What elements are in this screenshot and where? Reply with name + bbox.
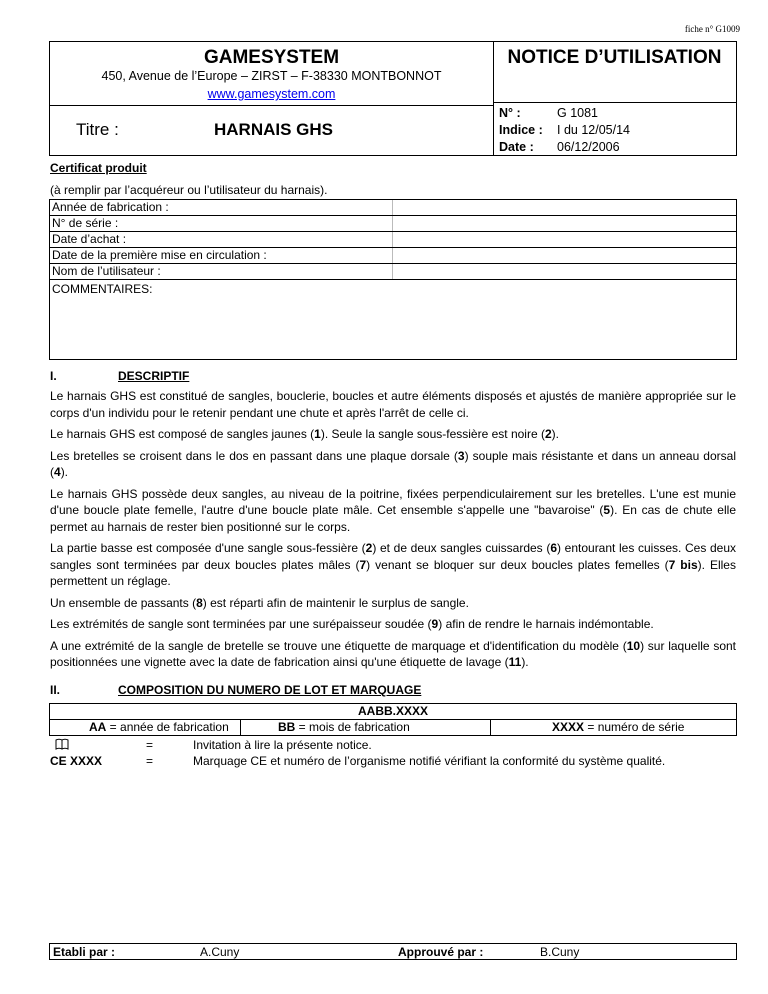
approuve-value: B.Cuny	[540, 945, 580, 959]
etabli-value: A.Cuny	[200, 945, 240, 959]
paragraph: Le harnais GHS possède deux sangles, au niveau de la poitrine, fixées perpendiculairement sur les bretelles. L'une est munie d'une boucle plate femelle, l'autre d'une boucle plate mâle. Cet ensemble s'appelle une "bavaroise" (5). En cas de chute elle permet au harnais de rester bien positionné sur le corps.	[50, 486, 736, 534]
section-number: II.	[50, 683, 61, 697]
meta-key: Date :	[499, 140, 534, 154]
row-label: Année de fabrication :	[52, 200, 169, 214]
lot-code: AABB.XXXX	[357, 704, 428, 718]
meta-value: G 1081	[557, 106, 599, 120]
company-name: GAMESYSTEM	[203, 47, 340, 68]
paragraph: Les extrémités de sangle sont terminées par une surépaisseur soudée (9) afin de rendre le harnais indémontable.	[50, 617, 654, 631]
etabli-label: Etabli par :	[53, 945, 116, 959]
document-header	[49, 41, 737, 156]
certificat-row[interactable]	[50, 264, 736, 280]
company-website-link[interactable]: www.gamesystem.com	[207, 87, 336, 101]
row-label: Date de la première mise en circulation :	[52, 248, 267, 262]
certificat-row[interactable]	[50, 232, 736, 248]
approval-footer	[49, 943, 737, 960]
certificat-row[interactable]	[50, 200, 736, 216]
comment-label: COMMENTAIRES:	[52, 282, 153, 296]
paragraph: Le harnais GHS est constitué de sangles, bouclerie, boucles et autre éléments disposés et ajustés de manière appropriée sur le corps d'un individu pour le retenir pendant une chute et après l'arrêt de celle ci.	[50, 389, 736, 420]
certificat-table	[49, 199, 737, 360]
certificat-row[interactable]	[50, 216, 736, 232]
paragraph: Le harnais GHS est composé de sangles jaunes (1). Seule la sangle sous-fessière est noire (2).	[50, 427, 559, 441]
paragraph: Un ensemble de passants (8) est réparti afin de maintenir le surplus de sangle.	[50, 595, 469, 610]
paragraph: A une extrémité de la sangle de bretelle se trouve une étiquette de marquage et d'identification du modèle (10) sur laquelle sont positionnées une vignette avec la date de fabrication ainsi qu'une étiquette de lavage (11).	[50, 638, 737, 669]
meta-key: Indice :	[499, 123, 543, 137]
fiche-number: fiche n° G1009	[684, 24, 740, 34]
paragraph: La partie basse est composée d'une sangle sous-fessière (2) et de deux sangles cuissardes (6) entourant les cuisses. Ces deux sangles sont terminées par deux boucles plates mâles (7) venant se bloquer sur deux boucles plates femelles (7 bis). Elles permettent un réglage.	[50, 541, 737, 588]
company-address: 450, Avenue de l’Europe – ZIRST – F-38330 MONTBONNOT	[101, 69, 442, 83]
section-number: I.	[50, 369, 57, 383]
certificat-row[interactable]	[50, 248, 736, 264]
certificat-intro: (à remplir par l’acquéreur ou l’utilisateur du harnais).	[50, 183, 328, 197]
section-title: COMPOSITION DU NUMERO DE LOT ET MARQUAGE	[118, 683, 422, 697]
document-meta	[499, 105, 630, 156]
legend-eq: =	[146, 738, 154, 752]
document-type: NOTICE D’UTILISATION	[507, 47, 722, 68]
lot-aa: AA = année de fabrication	[89, 720, 229, 734]
meta-key: N° :	[499, 106, 521, 120]
meta-value: 06/12/2006	[557, 140, 620, 154]
legend-ce-symbol: CE XXXX	[50, 754, 103, 768]
title-value: HARNAIS GHS	[214, 120, 334, 139]
legend-text: Marquage CE et numéro de l’organisme notifié vérifiant la conformité du système qualité.	[193, 754, 666, 768]
lot-bb: BB = mois de fabrication	[278, 720, 410, 734]
book-icon	[55, 738, 69, 753]
title-label: Titre :	[76, 120, 119, 139]
row-label: N° de série :	[52, 216, 119, 230]
paragraph: Les bretelles se croisent dans le dos en passant dans une plaque dorsale (3) souple mais résistante et dans un anneau dorsal (4).	[50, 448, 736, 479]
row-label: Nom de l’utilisateur :	[52, 264, 161, 278]
lot-xx: XXXX = numéro de série	[552, 720, 685, 734]
meta-value: I du 12/05/14	[557, 123, 630, 137]
approuve-label: Approuvé par :	[398, 945, 484, 959]
row-label: Date d’achat :	[52, 232, 127, 246]
section-title: DESCRIPTIF	[118, 369, 190, 383]
legend-text: Invitation à lire la présente notice.	[193, 738, 372, 752]
descriptif-paragraphs	[50, 388, 736, 676]
certificat-title: Certificat produit	[50, 161, 147, 175]
legend-eq: =	[146, 754, 154, 768]
